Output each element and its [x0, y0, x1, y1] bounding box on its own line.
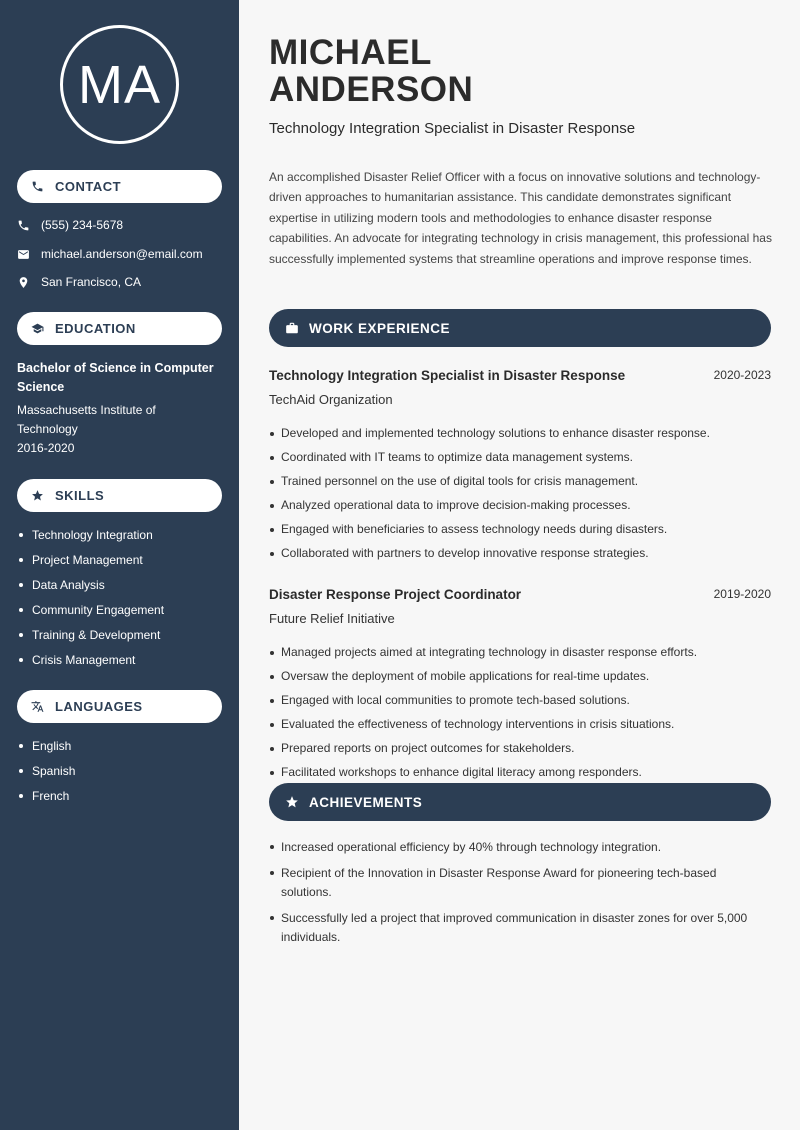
list-item: Evaluated the effectiveness of technology interventions in crisis situations. — [269, 716, 769, 733]
list-item: Analyzed operational data to improve decision-making processes. — [269, 497, 769, 514]
star-icon — [31, 489, 44, 502]
list-item: Increased operational efficiency by 40% through technology integration. — [269, 838, 769, 857]
list-item: Prepared reports on project outcomes for stakeholders. — [269, 740, 769, 757]
education-heading — [17, 312, 222, 345]
phone-icon — [17, 219, 30, 232]
skills-heading — [17, 479, 222, 512]
list-item: Collaborated with partners to develop innovative response strategies. — [269, 545, 769, 562]
avatar-initials: MA — [60, 25, 179, 144]
job-2-dates: 2019-2020 — [713, 587, 771, 601]
education-heading-label: EDUCATION — [55, 321, 136, 336]
list-item: Spanish — [17, 758, 75, 783]
languages-heading-label: LANGUAGES — [55, 699, 143, 714]
candidate-name — [269, 34, 473, 108]
achievements-heading-label: ACHIEVEMENTS — [309, 794, 423, 810]
list-item: Technology Integration — [17, 522, 164, 547]
job-2-title: Disaster Response Project Coordinator — [269, 587, 522, 602]
contact-heading-label: CONTACT — [55, 179, 122, 194]
contact-location — [17, 275, 141, 289]
job-1-title: Technology Integration Specialist in Disaster Response — [269, 368, 626, 383]
list-item: Crisis Management — [17, 647, 164, 672]
education-years: 2016-2020 — [17, 441, 75, 455]
languages-heading — [17, 690, 222, 723]
name-first: MICHAEL — [269, 33, 432, 72]
star-icon — [285, 795, 299, 809]
briefcase-icon — [285, 321, 299, 335]
list-item: Trained personnel on the use of digital tools for crisis management. — [269, 473, 769, 490]
translate-icon — [31, 700, 44, 713]
email-text[interactable]: michael.anderson@email.com — [41, 247, 203, 261]
phone-icon — [31, 180, 44, 193]
skills-heading-label: SKILLS — [55, 488, 105, 503]
list-item: Training & Development — [17, 622, 164, 647]
job-1-org: TechAid Organization — [269, 392, 393, 407]
list-item: Project Management — [17, 547, 164, 572]
list-item: Data Analysis — [17, 572, 164, 597]
location-pin-icon — [17, 276, 30, 289]
work-experience-heading-label: WORK EXPERIENCE — [309, 320, 451, 336]
job-1-dates: 2020-2023 — [713, 368, 771, 382]
list-item: Successfully led a project that improved communication in disaster zones for over 5,000 individuals. — [269, 909, 769, 947]
achievements-heading — [269, 783, 771, 821]
graduation-cap-icon — [31, 322, 44, 335]
contact-heading — [17, 170, 222, 203]
list-item: Coordinated with IT teams to optimize data management systems. — [269, 449, 769, 466]
contact-email[interactable] — [17, 247, 203, 261]
languages-list — [17, 733, 75, 808]
list-item: Developed and implemented technology solutions to enhance disaster response. — [269, 425, 769, 442]
list-item: English — [17, 733, 75, 758]
list-item: Managed projects aimed at integrating technology in disaster response efforts. — [269, 644, 769, 661]
job-title-subtitle: Technology Integration Specialist in Disaster Response — [269, 120, 636, 137]
list-item: Engaged with local communities to promote tech-based solutions. — [269, 692, 769, 709]
name-last: ANDERSON — [269, 70, 474, 109]
education-degree: Bachelor of Science in Computer Science — [17, 361, 214, 394]
location-text: San Francisco, CA — [41, 275, 142, 289]
list-item: Oversaw the deployment of mobile applications for real-time updates. — [269, 668, 769, 685]
list-item: French — [17, 783, 75, 808]
list-item: Recipient of the Innovation in Disaster Response Award for pioneering tech-based solutions. — [269, 864, 769, 902]
profile-summary: An accomplished Disaster Relief Officer with a focus on innovative solutions and technology-driven approaches to humanitarian assistance. This candidate demonstrates significant expertise in utilizing modern tools and methodologies to enhance disaster response capabilities. An advocate for integrating technology in crisis management, this professional has successfully implemented systems that streamline operations and improve response times. — [269, 170, 772, 266]
sidebar — [0, 0, 239, 1130]
job-2-org: Future Relief Initiative — [269, 611, 395, 626]
list-item: Community Engagement — [17, 597, 164, 622]
list-item: Engaged with beneficiaries to assess technology needs during disasters. — [269, 521, 769, 538]
phone-text: (555) 234-5678 — [41, 218, 124, 232]
work-experience-heading — [269, 309, 771, 347]
list-item: Facilitated workshops to enhance digital literacy among responders. — [269, 764, 769, 781]
achievements-list — [269, 838, 769, 954]
job-2-bullets — [269, 644, 769, 788]
mail-icon — [17, 248, 30, 261]
contact-phone — [17, 218, 123, 232]
skills-list — [17, 522, 164, 672]
job-1-bullets — [269, 425, 769, 569]
education-school: Massachusetts Institute of Technology — [17, 403, 156, 436]
